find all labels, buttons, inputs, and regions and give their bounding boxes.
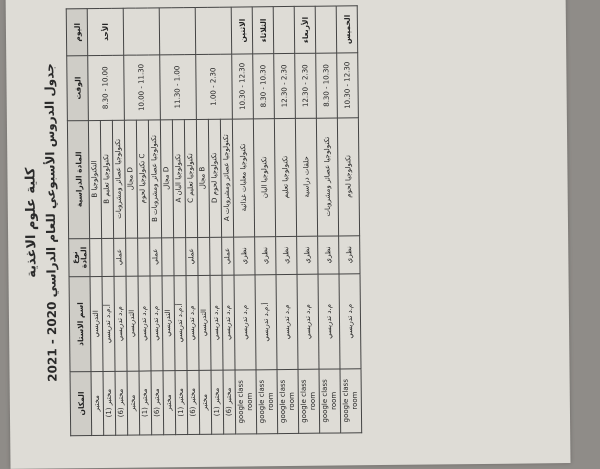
teacher-cell: م.د تدريسي bbox=[138, 276, 151, 371]
place-cell: مختبر bbox=[199, 370, 212, 435]
teacher-cell: أ.م.د تدريسي bbox=[102, 276, 115, 371]
place-cell: google class room bbox=[235, 369, 257, 434]
document-paper bbox=[5, 0, 570, 469]
time-cell: 12.30 - 2.30 bbox=[295, 53, 317, 118]
header-teacher: اسم الاستاذ bbox=[69, 277, 91, 372]
day-cell bbox=[195, 7, 231, 55]
time-cell: 8.30 - 10.30 bbox=[253, 54, 275, 119]
subject-cell: تكنولوجيا معلبات غذائية bbox=[232, 118, 254, 236]
teacher-cell: م.د تدريسي bbox=[276, 275, 298, 370]
type-cell: عملي bbox=[150, 237, 162, 276]
teacher-cell: م.د تدريسي bbox=[210, 275, 223, 370]
teacher-cell: م.د تدريسي bbox=[234, 275, 256, 370]
day-cell bbox=[123, 8, 159, 56]
teacher-cell: أ.م.د تدريسي bbox=[255, 275, 277, 370]
type-cell bbox=[126, 238, 138, 277]
header-subject: المادة الدراسية bbox=[67, 120, 89, 238]
type-cell bbox=[162, 237, 174, 276]
place-cell: مختبر (6) bbox=[187, 370, 200, 435]
place-cell: مختبر bbox=[91, 371, 104, 436]
place-cell: مختبر bbox=[163, 370, 176, 435]
subject-cell: تكنولوجيا البان bbox=[253, 118, 275, 236]
place-cell: مختبر (6) bbox=[115, 371, 128, 436]
type-cell bbox=[90, 238, 102, 277]
type-cell: عملي bbox=[186, 237, 198, 276]
type-cell: نظري bbox=[297, 236, 318, 275]
type-cell: نظري bbox=[255, 236, 276, 275]
subject-cell: تكنولوجيا تعليم C bbox=[184, 119, 197, 237]
table-row bbox=[336, 6, 361, 433]
subject-cell: D مجال bbox=[160, 119, 173, 237]
day-cell: الأحد bbox=[87, 8, 123, 56]
place-cell: مختبر (1) bbox=[175, 370, 188, 435]
type-cell: عملي bbox=[114, 238, 126, 277]
place-cell: مختبر (1) bbox=[211, 370, 224, 435]
subject-cell: تكنولوجيا لحوم bbox=[337, 117, 359, 235]
time-cell: 8.30 - 10.30 bbox=[316, 53, 338, 118]
time-cell: 1.00 - 2.30 bbox=[196, 54, 233, 119]
subject-cell: B مجال bbox=[196, 119, 209, 237]
place-cell: مختبر (1) bbox=[103, 371, 116, 436]
time-cell: 11.30 - 1.00 bbox=[160, 55, 197, 120]
teacher-cell: أ.م.د تدريسي bbox=[174, 276, 187, 371]
type-cell: نظري bbox=[318, 236, 339, 275]
place-cell: مختبر (6) bbox=[151, 370, 164, 435]
type-cell: نظري bbox=[276, 236, 297, 275]
header-type: نوع المادة bbox=[69, 238, 90, 277]
place-cell: google class room bbox=[256, 369, 278, 434]
time-cell: 10.00 - 11.30 bbox=[124, 55, 161, 120]
page-subtitle: جدول الدروس الأسبوعي للعام الدراسي 2020 - 2021 bbox=[42, 63, 60, 382]
subject-cell: تكنولوجيا عصائر ومشروبات B bbox=[148, 119, 161, 237]
teacher-cell: م.د تدريسي bbox=[339, 274, 361, 369]
day-cell: الخميس bbox=[336, 6, 357, 53]
header-place: المكان bbox=[70, 371, 92, 436]
rotated-page bbox=[16, 0, 581, 443]
subject-cell: التكنولوجيا B bbox=[88, 120, 101, 238]
subject-cell: تكنولوجيا عصائر ومشروبات bbox=[316, 118, 338, 236]
page-title: كلية علوم الاغذية bbox=[23, 167, 40, 278]
day-cell bbox=[273, 6, 294, 53]
subject-cell: تكنولوجيا تعليم B bbox=[100, 120, 113, 238]
time-cell: 12.30 - 2.30 bbox=[274, 54, 296, 119]
type-cell bbox=[174, 237, 186, 276]
teacher-cell: م.د تدريسي bbox=[297, 274, 319, 369]
time-cell: 10.30 - 12.30 bbox=[337, 53, 359, 118]
place-cell: مختبر (6) bbox=[223, 370, 236, 435]
subject-cell: تكنولوجيا عصائر ومشروبات A bbox=[220, 119, 233, 237]
subject-cell: تكنولوجيا عصائر ومشروبات bbox=[112, 120, 125, 238]
time-cell: 10.30 - 12.30 bbox=[232, 54, 254, 119]
subject-cell: تكنولوجيا لحوم D bbox=[208, 119, 221, 237]
place-cell: google class room bbox=[319, 369, 341, 434]
type-cell: نظري bbox=[339, 235, 360, 274]
subject-cell: تكنولوجيا تعليم bbox=[274, 118, 296, 236]
teacher-cell: م.د تدريسي bbox=[114, 276, 127, 371]
header-time: الوقت bbox=[67, 56, 89, 121]
type-cell bbox=[210, 237, 222, 276]
subject-cell: تكنولوجيا البان A bbox=[172, 119, 185, 237]
place-cell: google class room bbox=[340, 368, 362, 433]
time-cell: 8.30 - 10.00 bbox=[88, 55, 125, 120]
place-cell: مختبر bbox=[127, 371, 140, 436]
type-cell bbox=[138, 238, 150, 277]
subject-cell: حلقات دراسية bbox=[295, 118, 317, 236]
day-cell bbox=[315, 6, 336, 53]
place-cell: مختبر (1) bbox=[139, 371, 152, 436]
day-cell: الاثنين bbox=[231, 7, 252, 54]
header-day: اليوم bbox=[66, 9, 87, 56]
day-cell: الأربعاء bbox=[294, 6, 315, 53]
day-cell bbox=[159, 7, 195, 55]
type-cell bbox=[102, 238, 114, 277]
teacher-cell: التدريسي bbox=[126, 276, 139, 371]
teacher-cell: التدريسي bbox=[198, 275, 211, 370]
subject-cell: D مجال bbox=[124, 120, 137, 238]
type-cell: عملي bbox=[222, 237, 234, 276]
schedule-body bbox=[87, 6, 361, 436]
subject-cell: C تكنولوجيا لحوم bbox=[136, 120, 149, 238]
schedule-table bbox=[66, 5, 362, 436]
day-cell: الثلاثاء bbox=[252, 7, 273, 54]
teacher-cell: التدريسي bbox=[162, 276, 175, 371]
place-cell: google class room bbox=[277, 369, 299, 434]
teacher-cell: م.د تدريسي bbox=[150, 276, 163, 371]
place-cell: google class room bbox=[298, 369, 320, 434]
teacher-cell: م.د تدريسي bbox=[318, 274, 340, 369]
type-cell bbox=[198, 237, 210, 276]
type-cell: نظري bbox=[234, 236, 255, 275]
teacher-cell: التدريسي bbox=[90, 277, 103, 372]
teacher-cell: م.د تدريسي bbox=[222, 275, 235, 370]
teacher-cell: م.د تدريسي bbox=[186, 276, 199, 371]
